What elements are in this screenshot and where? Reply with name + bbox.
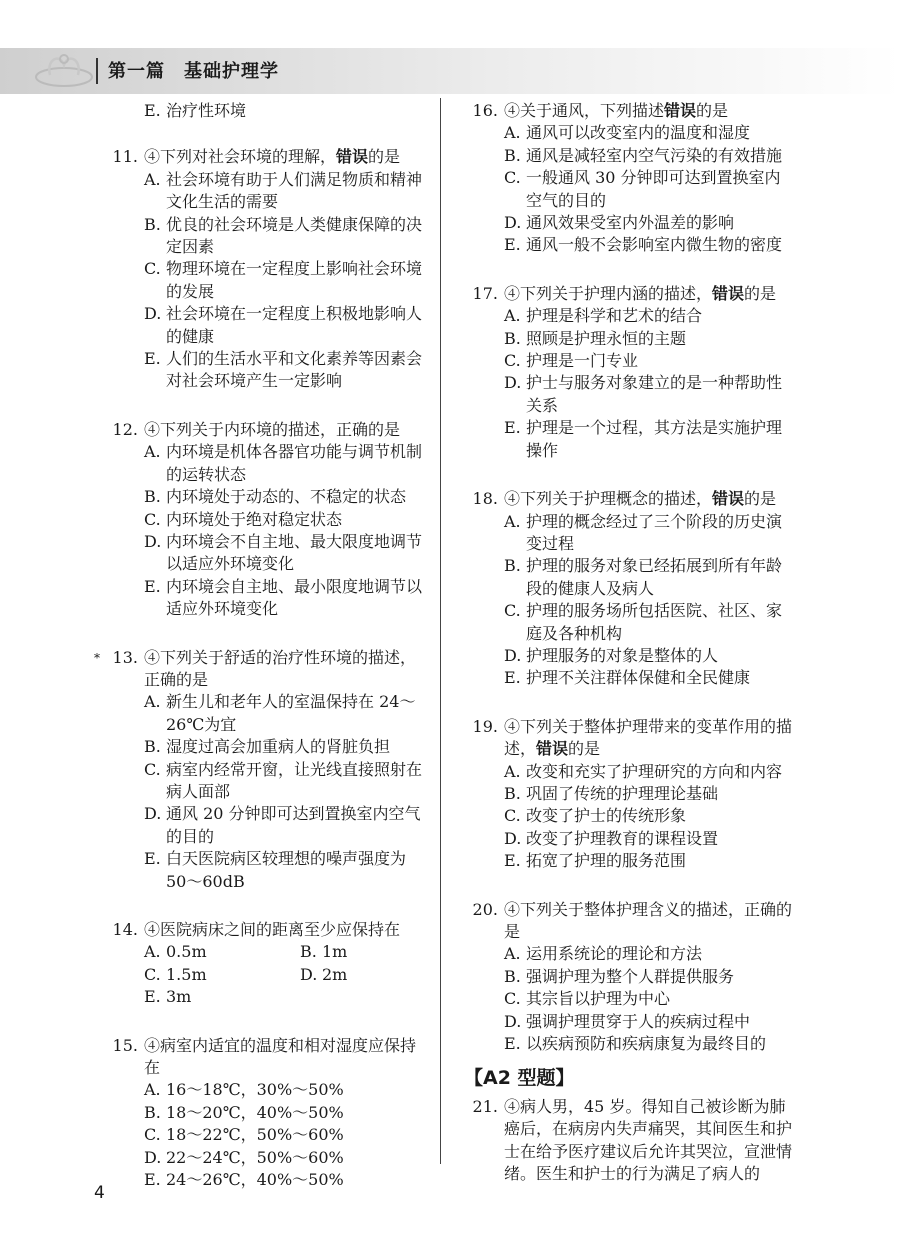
- question-14: 14. ④医院病床之间的距离至少应保持在 A. 0.5m B. 1m C. 1.5m D. 2m E. 3m: [104, 919, 430, 1009]
- star-marker: *: [94, 650, 100, 665]
- question-13: * 13. ④下列关于舒适的治疗性环境的描述，正确的是 A. 新生儿和老年人的室温保持在 24～26℃为宜 B. 湿度过高会加重病人的肾脏负担 C. 病室内经常开窗，让光线直接照射在病人面部 D. 通风 20 分钟即可达到置换室内空气的目的 E. 白天医院病区较理想的噪声强度为 50～60dB: [94, 647, 423, 891]
- question-20: 20. ④下列关于整体护理含义的描述，正确的是 A. 运用系统论的理论和方法 B. 强调护理为整个人群提供服务 C. 其宗旨以护理为中心 D. 强调护理贯穿于人的疾病过程中 E. 以疾病预防和疾病康复为最终目的: [472, 899, 793, 1054]
- right-column: [464, 100, 794, 1211]
- page-number: 4: [94, 1183, 105, 1203]
- question-10-fragment: E. 治疗性环境: [144, 101, 247, 120]
- header-divider: [96, 58, 98, 84]
- options-grid: A. 0.5m B. 1m C. 1.5m D. 2m E. 3m: [144, 942, 348, 1007]
- question-15: 15. ④病室内适宜的温度和相对湿度应保持在 A. 16～18℃，30%～50% B. 18～20℃，40%～50% C. 18～22℃，50%～60% D. 22～24℃，50%～60% E. 24～26℃，40%～50%: [112, 1035, 417, 1190]
- question-16: 16. ④关于通风，下列描述错误的是 A. 通风可以改变室内的温度和湿度 B. 通风是减轻室内空气污染的有效措施 C. 一般通风 30 分钟即可达到置换室内空气的目的 D. 通风效果受室内外温差的影响 E. 通风一般不会影响室内微生物的密度: [472, 101, 783, 255]
- question-11: 11. ④下列对社会环境的理解，错误的是 A. 社会环境有助于人们满足物质和精神文化生活的需要 B. 优良的社会环境是人类健康保障的决定因素 C. 物理环境在一定程度上影响社会环境的发展 D. 社会环境在一定程度上积极地影响人的健康 E. 人们的生活水平和文化素养等因素会对社会环境产生一定影响: [112, 147, 423, 391]
- question-12: 12. ④下列关于内环境的描述，正确的是 A. 内环境是机体各器官功能与调节机制的运转状态 B. 内环境处于动态的、不稳定的状态 C. 内环境处于绝对稳定状态 D. 内环境会不自主地、最大限度地调节以适应外环境变化 E. 内环境会自主地、最小限度地调节以适应外环境变化: [112, 419, 423, 619]
- question-17: 17. ④下列关于护理内涵的描述，错误的是 A. 护理是科学和艺术的结合 B. 照顾是护理永恒的主题 C. 护理是一门专业 D. 护士与服务对象建立的是一种帮助性关系 E. 护理是一个过程，其方法是实施护理操作: [472, 283, 783, 460]
- section-heading-a2: 【A2 型题】: [464, 1067, 575, 1090]
- question-19: 19. ④下列关于整体护理带来的变革作用的描述，错误的是 A. 改变和充实了护理研究的方向和内容 B. 巩固了传统的护理理论基础 C. 改变了护士的传统形象 D. 改变了护理教育的课程设置 E. 拓宽了护理的服务范围: [472, 716, 793, 871]
- question-21: 21. ④病人男，45 岁。得知自己被诊断为肺癌后，在病房内失声痛哭，其间医生和护士在给予医疗建议后允许其哭泣，宣泄情绪。医生和护士的行为满足了病人的: [472, 1096, 793, 1184]
- column-rule: [440, 98, 441, 1164]
- lotus-hands-icon: [32, 45, 96, 91]
- left-column: [94, 100, 430, 1217]
- question-18: 18. ④下列关于护理概念的描述，错误的是 A. 护理的概念经过了三个阶段的历史演变过程 B. 护理的服务对象已经拓展到所有年龄段的健康人及病人 C. 护理的服务场所包括医院、社区、家庭及各种机构 D. 护理服务的对象是整体的人 E. 护理不关注群体保健和全民健康: [472, 489, 783, 688]
- running-title: 第一篇 基础护理学: [108, 61, 279, 82]
